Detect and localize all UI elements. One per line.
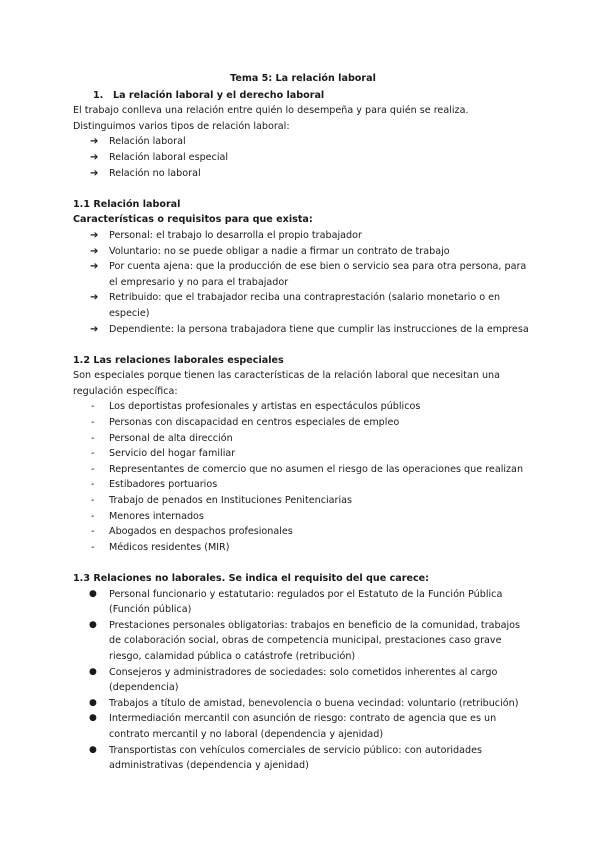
dash-icon: - bbox=[91, 479, 95, 491]
section-1-1-list bbox=[73, 228, 533, 337]
section-1-3-list bbox=[73, 587, 533, 774]
dash-icon: - bbox=[91, 463, 95, 475]
list-item: ● Transportistas con vehículos comerciales de servicio público: con autoridades administrativas (dependencia y ajenidad) bbox=[89, 744, 483, 772]
arrow-icon: ➔ bbox=[90, 229, 99, 241]
dash-icon: - bbox=[91, 510, 95, 522]
bullet-icon: ● bbox=[89, 666, 97, 677]
arrow-icon: ➔ bbox=[90, 292, 99, 304]
dash-icon: - bbox=[91, 432, 95, 444]
section-1-list bbox=[73, 134, 533, 181]
list-item: ➔ Personal: el trabajo lo desarrolla el propio trabajador bbox=[73, 228, 533, 244]
list-item: ➔ Dependiente: la persona trabajadora tiene que cumplir las instrucciones de la empresa bbox=[73, 322, 533, 338]
list-item: ● Consejeros y administradores de sociedades: solo cometidos inherentes al cargo (dependencia) bbox=[89, 666, 498, 694]
bullet-icon: ● bbox=[89, 713, 97, 724]
list-item: ➔ Relación laboral bbox=[73, 134, 533, 150]
dash-icon: - bbox=[91, 526, 95, 538]
dash-icon: - bbox=[91, 401, 95, 413]
list-item: ➔ Retribuido: que el trabajador reciba una contraprestación (salario monetario o en especie) bbox=[90, 292, 501, 319]
arrow-icon: ➔ bbox=[90, 245, 99, 257]
arrow-icon: ➔ bbox=[90, 323, 99, 335]
dash-icon: - bbox=[91, 417, 95, 429]
document-page bbox=[73, 71, 533, 774]
section-1-number: 1. bbox=[93, 89, 104, 101]
section-1-3-heading: 1.3 Relaciones no laborales. Se indica el requisito del que carece: bbox=[73, 573, 430, 584]
section-1-2-heading: 1.2 Las relaciones laborales especiales bbox=[73, 354, 284, 366]
bullet-icon: ● bbox=[89, 744, 97, 755]
section-1-1-heading: 1.1 Relación laboral bbox=[73, 198, 181, 210]
list-item: - Representantes de comercio que no asumen el riesgo de las operaciones que realizan bbox=[73, 462, 533, 478]
section-1-heading-text: La relación laboral y el derecho laboral bbox=[113, 89, 325, 101]
dash-icon: - bbox=[91, 495, 95, 507]
list-item: ➔ Relación laboral especial bbox=[73, 150, 533, 166]
document-title: Tema 5: La relación laboral bbox=[230, 73, 376, 84]
list-item: - Personal de alta dirección bbox=[73, 431, 533, 447]
list-item: - Menores internados bbox=[73, 509, 533, 525]
list-item: - Médicos residentes (MIR) bbox=[73, 540, 533, 556]
list-item: - Abogados en despachos profesionales bbox=[73, 524, 533, 540]
list-item: - Servicio del hogar familiar bbox=[73, 446, 533, 462]
arrow-icon: ➔ bbox=[90, 151, 99, 163]
section-1-2-intro: Son especiales porque tienen las características de la relación laboral que necesitan una regulación específica: bbox=[73, 370, 501, 397]
list-item: ● Prestaciones personales obligatorias: trabajos en beneficio de la comunidad, trabajos de colaboración social, obras de competencia municipal, prestaciones caso grave riesgo, calamidad pública o catástrofe (retribución) bbox=[89, 619, 521, 662]
bullet-icon: ● bbox=[89, 697, 97, 708]
list-item: - Trabajo de penados en Instituciones Penitenciarias bbox=[73, 493, 533, 509]
arrow-icon: ➔ bbox=[90, 136, 99, 148]
section-1-intro: El trabajo conlleva una relación entre quién lo desempeña y para quién se realiza. Distinguimos varios tipos de relación laboral: bbox=[73, 105, 469, 132]
bullet-icon: ● bbox=[89, 619, 97, 630]
list-item: - Estibadores portuarios bbox=[73, 477, 533, 493]
list-item: - Los deportistas profesionales y artistas en espectáculos públicos bbox=[73, 399, 533, 415]
list-item: ➔ Relación no laboral bbox=[73, 166, 533, 182]
list-item: ➔ Voluntario: no se puede obligar a nadie a firmar un contrato de trabajo bbox=[73, 244, 533, 260]
dash-icon: - bbox=[91, 448, 95, 460]
dash-icon: - bbox=[91, 541, 95, 553]
section-1-2-list bbox=[73, 399, 533, 555]
list-item: ● Personal funcionario y estatutario: regulados por el Estatuto de la Función Pública (Función pública) bbox=[89, 588, 503, 616]
list-item: ● Intermediación mercantil con asunción de riesgo: contrato de agencia que es un contrato mercantil y no laboral (dependencia y ajenidad) bbox=[89, 713, 497, 740]
list-item: ➔ Por cuenta ajena: que la producción de ese bien o servicio sea para otra persona, para el empresario y no para el trabajador bbox=[90, 261, 527, 288]
arrow-icon: ➔ bbox=[90, 167, 99, 179]
section-1-heading bbox=[93, 88, 533, 104]
list-item: - Personas con discapacidad en centros especiales de empleo bbox=[73, 415, 533, 431]
arrow-icon: ➔ bbox=[90, 261, 99, 273]
section-1-1-subheading: Características o requisitos para que exista: bbox=[73, 214, 313, 226]
list-item: ● Trabajos a título de amistad, benevolencia o buena vecindad: voluntario (retribución) bbox=[73, 696, 533, 712]
bullet-icon: ● bbox=[89, 588, 97, 599]
